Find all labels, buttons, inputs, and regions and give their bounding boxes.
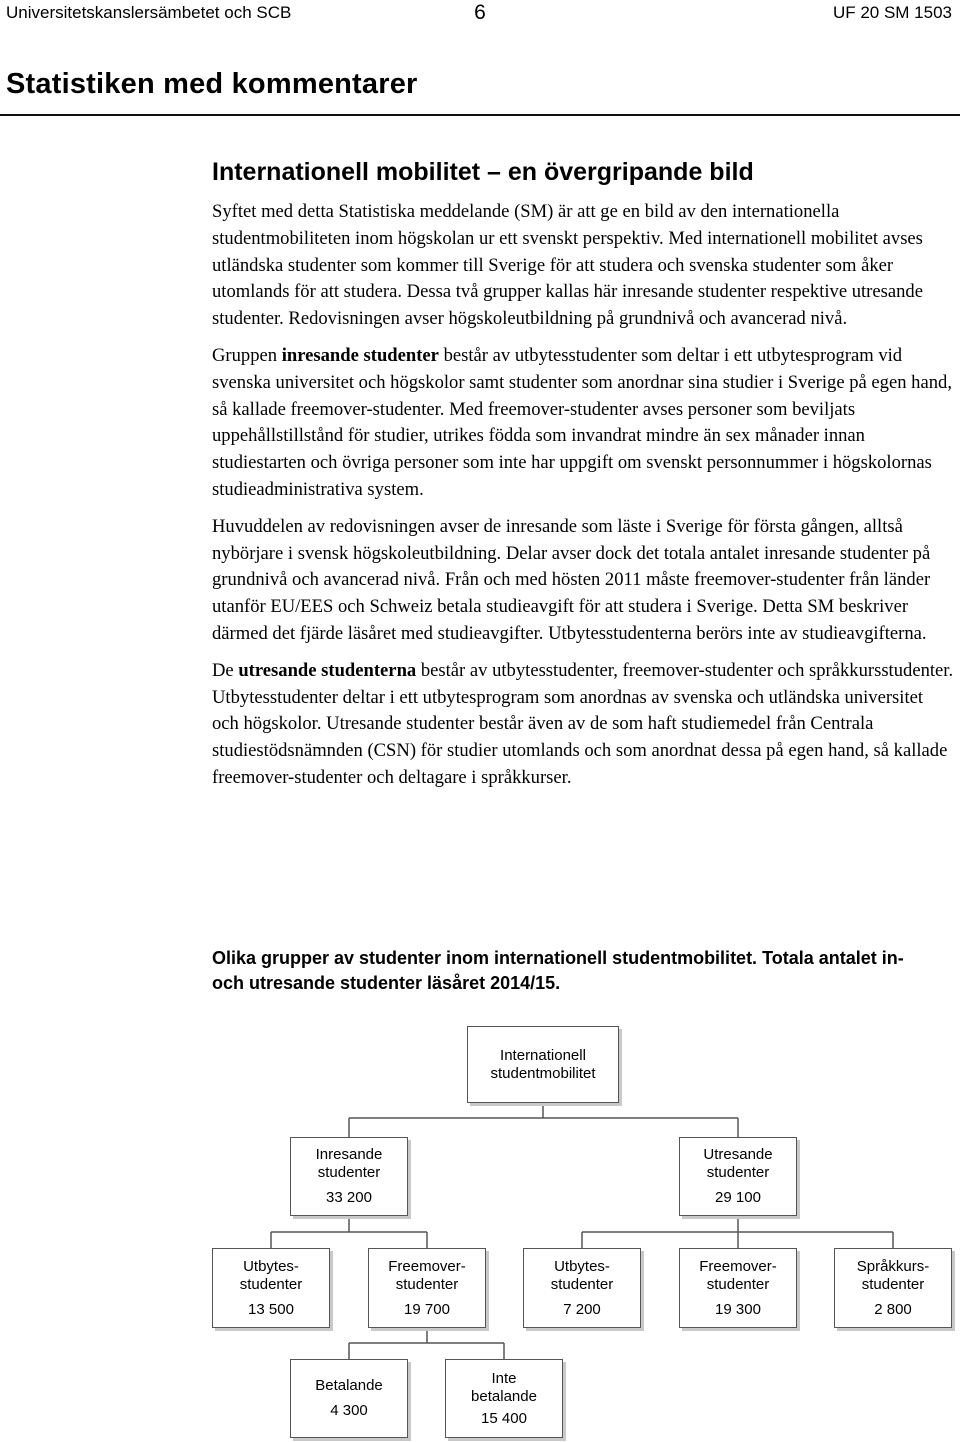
node-inresande-studenter xyxy=(290,1137,408,1216)
paragraph-utresande-start: De xyxy=(212,659,239,681)
node-in-freemover-line2: studenter xyxy=(395,1275,459,1293)
node-inte-betalande-line1: Inte xyxy=(491,1369,517,1387)
node-in-utbytes-value: 13 500 xyxy=(248,1300,294,1318)
node-ut-freemoverstudenter xyxy=(679,1248,797,1328)
node-in-freemover-value: 19 700 xyxy=(404,1300,450,1318)
node-in-freemover-line1: Freemover- xyxy=(388,1257,466,1275)
header-right: UF 20 SM 1503 xyxy=(832,3,952,22)
node-betalande-line1: Betalande xyxy=(315,1377,383,1394)
paragraph-inresande-start: Gruppen xyxy=(212,344,282,366)
node-ut-sprakkursstudenter xyxy=(834,1248,952,1328)
node-ut-freemover-value: 19 300 xyxy=(715,1300,761,1318)
node-inresande-value: 33 200 xyxy=(326,1189,372,1206)
page-number: 6 xyxy=(474,1,486,24)
node-root-line2: studentmobilitet xyxy=(490,1064,596,1082)
paragraph-utresande-rest: består av utbytesstudenter, freemover-studenter och språkkursstudenter. Utbytesstudenter deltar i ett utbytesprogram som anordnas av svenska och utländska universitet och högskolor. Utresande studenter består även av de som haft studiemedel från Centrala studiestödsnämnden (CSN) för studier utomlands och som anordnat dessa på egen hand, så kallade freemover-studenter och deltagare i språkkurser. xyxy=(212,659,954,788)
paragraph-intro: Syftet med detta Statistiska meddelande (SM) är att ge en bild av den internationella studentmobiliteten inom högskolan ur ett svenskt perspektiv. Med internationell mobilitet avses utländska studenter som kommer till Sverige för att studera och svenska studenter som åker utomlands för att studera. Dessa två grupper kallas här inresande studenter respektive utresande studenter. Redovisningen avser högskoleutbildning på grundnivå och avancerad nivå. xyxy=(212,201,923,330)
paragraph-redovisning: Huvuddelen av redovisningen avser de inresande som läste i Sverige för första gången, alltså nybörjare i svensk högskoleutbildning. Delar avser dock det totala antalet inresande studenter på grundnivå och avancerad nivå. Från och med hösten 2011 måste freemover-studenter från länder utanför EU/EES och Schweiz betala studieavgift för att studera i Sverige. Detta SM beskriver därmed det fjärde läsåret med studieavgifter. Utbytesstudenterna berörs inte av studieavgifterna. xyxy=(212,515,931,644)
node-inte-betalande xyxy=(445,1359,563,1438)
figure-caption: Olika grupper av studenter inom internationell studentmobilitet. Totala antalet in- och utresande studenter läsåret 2014/15. xyxy=(212,948,904,993)
node-ut-sprakkurs-line2: studenter xyxy=(861,1275,925,1293)
node-utresande-studenter xyxy=(679,1137,797,1216)
node-ut-sprakkurs-value: 2 800 xyxy=(874,1300,912,1318)
node-utresande-value: 29 100 xyxy=(715,1189,761,1206)
node-ut-utbytes-line2: studenter xyxy=(550,1275,614,1293)
node-ut-utbytes-value: 7 200 xyxy=(563,1300,601,1318)
node-utresande-line2: studenter xyxy=(706,1164,770,1181)
node-root-line1: Internationell xyxy=(500,1046,586,1064)
node-in-utbytesstudenter xyxy=(212,1248,330,1328)
node-ut-sprakkurs-line1: Språkkurs- xyxy=(856,1257,930,1275)
node-ut-utbytesstudenter xyxy=(523,1248,641,1328)
node-utresande-line1: Utresande xyxy=(703,1146,773,1163)
header-left: Universitetskanslersämbetet och SCB xyxy=(6,3,292,22)
node-in-freemoverstudenter xyxy=(368,1248,486,1328)
node-betalande xyxy=(290,1359,408,1438)
term-utresande: utresande studenterna xyxy=(238,659,417,681)
node-in-utbytes-line2: studenter xyxy=(239,1275,303,1293)
node-inresande-line1: Inresande xyxy=(315,1146,383,1163)
node-ut-utbytes-line1: Utbytes- xyxy=(554,1257,610,1275)
paragraph-inresande-rest: består av utbytesstudenter som deltar i ett utbytesprogram vid svenska universitet och högskolor samt studenter som anordnar sina studier i Sverige på egen hand, så kallade freemover-studenter. Med freemover-studenter avses personer som beviljats uppehållstillstånd för studier, utrikes födda som invandrat mindre än sex månader innan studiestarten och övriga personer som inte har uppgift om svenskt personnummer i högskolornas studieadministrativa system. xyxy=(212,344,952,500)
node-internationell-studentmobilitet xyxy=(467,1026,619,1103)
node-ut-freemover-line1: Freemover- xyxy=(699,1257,777,1275)
node-in-utbytes-line1: Utbytes- xyxy=(243,1257,299,1275)
node-inresande-line2: studenter xyxy=(317,1164,381,1181)
node-inte-betalande-value: 15 400 xyxy=(481,1409,527,1427)
node-ut-freemover-line2: studenter xyxy=(706,1275,770,1293)
term-inresande: inresande studenter xyxy=(281,344,439,366)
section-title: Internationell mobilitet – en övergripande bild xyxy=(212,158,754,186)
node-betalande-value: 4 300 xyxy=(330,1402,368,1419)
page-title: Statistiken med kommentarer xyxy=(6,68,418,100)
node-inte-betalande-line2: betalande xyxy=(471,1387,537,1405)
